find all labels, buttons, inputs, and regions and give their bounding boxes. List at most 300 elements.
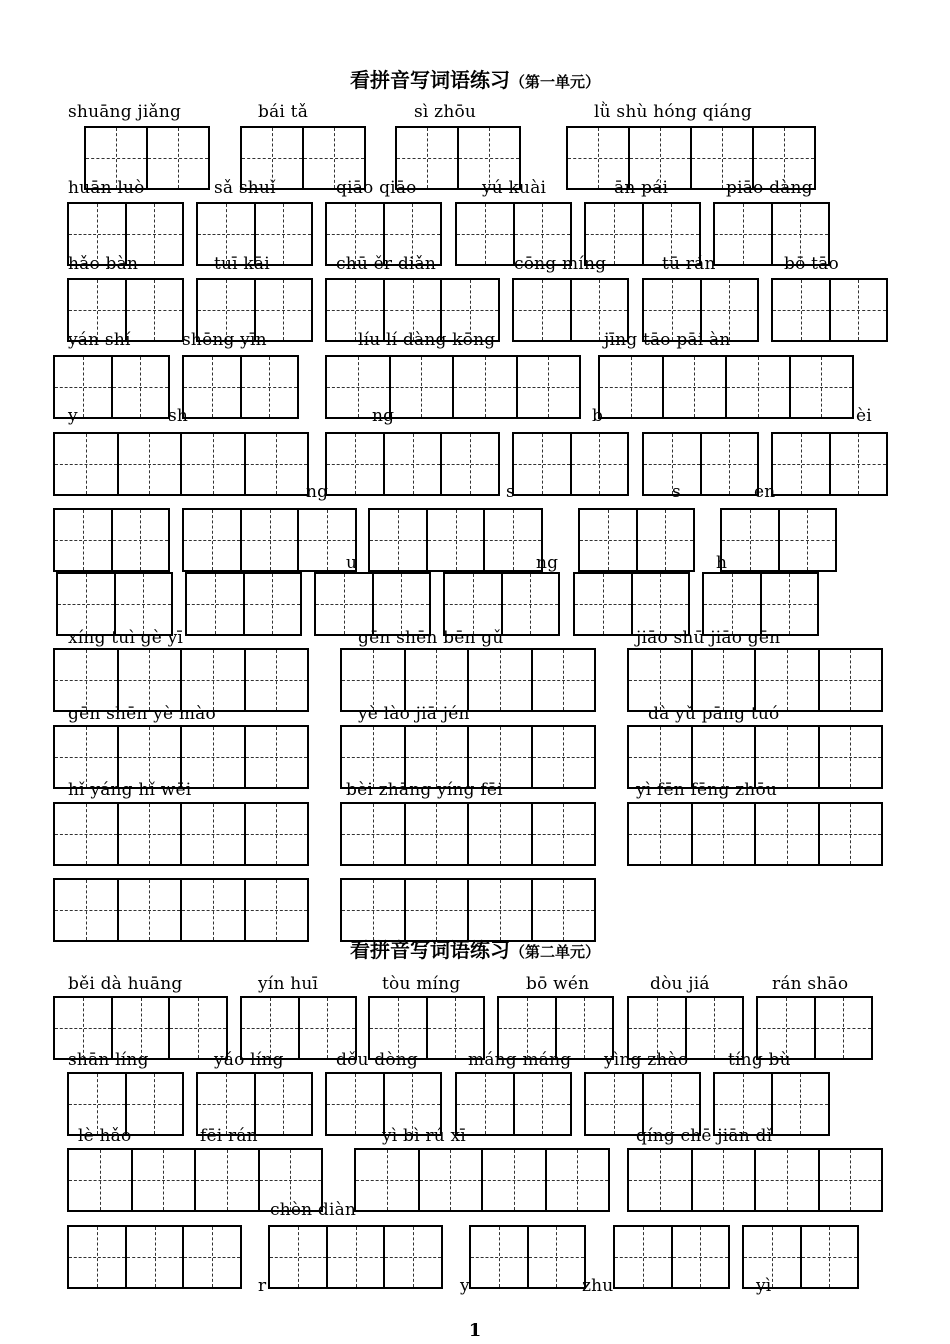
pinyin-label: bō wén (526, 974, 590, 994)
grid-cell[interactable] (445, 574, 501, 634)
writing-grid (268, 1225, 443, 1289)
title-text: 看拼音写词语练习 (349, 68, 510, 92)
pinyin-label: sh (168, 406, 189, 426)
grid-cell[interactable] (690, 128, 752, 188)
grid-cell[interactable] (467, 727, 531, 787)
writing-grid (702, 572, 819, 636)
grid-cell[interactable] (404, 650, 468, 710)
grid-cell[interactable] (642, 1074, 700, 1134)
writing-grid (573, 572, 690, 636)
grid-cell[interactable] (111, 998, 169, 1058)
grid-cell[interactable] (531, 804, 595, 864)
grid-cell[interactable] (184, 510, 240, 570)
grid-cell[interactable] (754, 727, 818, 787)
writing-grid (627, 802, 883, 866)
grid-cell[interactable] (754, 1150, 818, 1210)
grid-cell[interactable] (342, 804, 404, 864)
pinyin-label: yú kuài (482, 178, 547, 198)
grid-cell[interactable] (629, 998, 685, 1058)
pinyin-label: bèi zhāng yíng fēi (346, 780, 503, 800)
grid-cell[interactable] (671, 1227, 729, 1287)
grid-cell[interactable] (69, 280, 125, 340)
grid-cell[interactable] (722, 510, 778, 570)
grid-cell[interactable] (125, 204, 183, 264)
writing-grid (627, 648, 883, 712)
grid-cell[interactable] (600, 357, 662, 417)
grid-cell[interactable] (372, 574, 430, 634)
writing-grid (512, 278, 629, 342)
pinyin-label: s (506, 482, 515, 502)
grid-cell[interactable] (86, 128, 146, 188)
writing-grid (368, 508, 543, 572)
grid-cell[interactable] (685, 998, 743, 1058)
grid-cell[interactable] (457, 1074, 513, 1134)
pinyin-label: yín huī (258, 974, 319, 994)
writing-grid (182, 508, 357, 572)
writing-grid (325, 355, 581, 419)
grid-cell[interactable] (244, 650, 308, 710)
title-text: 看拼音写词语练习 (349, 938, 510, 962)
title-subtitle: （第二单元） (509, 943, 600, 961)
pinyin-label: èi (856, 406, 872, 426)
pinyin-label: gēn shēn yè mào (68, 704, 216, 724)
writing-grid (613, 1225, 730, 1289)
pinyin-label: ng (306, 482, 329, 502)
grid-cell[interactable] (513, 204, 571, 264)
pinyin-label: huān luò (68, 178, 145, 198)
pinyin-label: yì fēn fēng zhōu (636, 780, 778, 800)
writing-grid (325, 432, 500, 496)
grid-cell[interactable] (471, 1227, 527, 1287)
grid-cell[interactable] (180, 434, 244, 494)
writing-grid (455, 1072, 572, 1136)
grid-cell[interactable] (644, 280, 700, 340)
writing-grid (325, 278, 500, 342)
grid-cell[interactable] (55, 357, 111, 417)
grid-cell[interactable] (326, 1227, 384, 1287)
grid-cell[interactable] (514, 434, 570, 494)
grid-cell[interactable] (778, 510, 836, 570)
writing-grid (443, 572, 560, 636)
grid-cell[interactable] (760, 574, 818, 634)
grid-cell[interactable] (418, 1150, 482, 1210)
grid-cell[interactable] (125, 280, 183, 340)
pinyin-label: chèn diàn (270, 1200, 357, 1220)
grid-cell[interactable] (184, 357, 240, 417)
grid-cell[interactable] (814, 998, 872, 1058)
pinyin-label: cōng míng (514, 254, 607, 274)
pinyin-label: lè hǎo (78, 1126, 132, 1146)
pinyin-label: dòu jiá (650, 974, 710, 994)
writing-grid (584, 1072, 701, 1136)
grid-cell[interactable] (691, 650, 755, 710)
writing-grid (53, 432, 309, 496)
writing-grid (53, 878, 309, 942)
grid-cell[interactable] (426, 998, 484, 1058)
grid-cell[interactable] (789, 357, 853, 417)
writing-grid (185, 572, 302, 636)
grid-cell[interactable] (125, 1227, 183, 1287)
grid-cell[interactable] (117, 434, 181, 494)
grid-cell[interactable] (555, 998, 613, 1058)
grid-cell[interactable] (270, 1227, 326, 1287)
grid-cell[interactable] (691, 804, 755, 864)
grid-cell[interactable] (146, 128, 208, 188)
writing-grid (354, 1148, 610, 1212)
writing-grid (240, 126, 366, 190)
pinyin-label: y (68, 406, 78, 426)
writing-grid (67, 1072, 184, 1136)
pinyin-label: tòu míng (382, 974, 461, 994)
writing-grid (53, 996, 228, 1060)
grid-cell[interactable] (55, 650, 117, 710)
grid-cell[interactable] (244, 727, 308, 787)
grid-cell[interactable] (568, 128, 628, 188)
grid-cell[interactable] (514, 280, 570, 340)
grid-cell[interactable] (527, 1227, 585, 1287)
pinyin-label: piāo dàng (726, 178, 813, 198)
title-subtitle: （第一单元） (509, 73, 600, 91)
grid-cell[interactable] (440, 434, 498, 494)
grid-cell[interactable] (342, 650, 404, 710)
grid-cell[interactable] (754, 650, 818, 710)
writing-grid (314, 572, 431, 636)
grid-cell[interactable] (316, 574, 372, 634)
pinyin-label: gēn shēn bēn gǔ (358, 628, 504, 648)
grid-cell[interactable] (55, 880, 117, 940)
writing-grid (340, 878, 596, 942)
grid-cell[interactable] (440, 280, 498, 340)
grid-cell[interactable] (298, 998, 356, 1058)
pinyin-label: sì zhōu (414, 102, 477, 122)
writing-grid (196, 1072, 313, 1136)
writing-grid (196, 278, 313, 342)
page-number: 1 (468, 1320, 482, 1341)
grid-cell[interactable] (117, 650, 181, 710)
grid-cell[interactable] (752, 128, 814, 188)
pinyin-label: chū ěr diǎn (336, 254, 437, 274)
grid-cell[interactable] (240, 510, 298, 570)
grid-cell[interactable] (198, 204, 254, 264)
grid-cell[interactable] (111, 357, 169, 417)
grid-cell[interactable] (327, 280, 383, 340)
pinyin-label: dǒu dòng (336, 1050, 419, 1070)
grid-cell[interactable] (383, 204, 441, 264)
grid-cell[interactable] (327, 204, 383, 264)
pinyin-label: ng (536, 553, 559, 573)
writing-grid (340, 725, 596, 789)
pinyin-label: yì (756, 1276, 772, 1296)
grid-cell[interactable] (240, 357, 298, 417)
grid-cell[interactable] (117, 804, 181, 864)
grid-cell[interactable] (467, 880, 531, 940)
writing-grid (455, 202, 572, 266)
grid-cell[interactable] (452, 357, 516, 417)
grid-cell[interactable] (818, 804, 882, 864)
grid-cell[interactable] (531, 880, 595, 940)
grid-cell[interactable] (457, 204, 513, 264)
grid-cell[interactable] (570, 280, 628, 340)
grid-cell[interactable] (55, 727, 117, 787)
writing-grid (53, 508, 170, 572)
grid-cell[interactable] (58, 574, 114, 634)
grid-cell[interactable] (545, 1150, 609, 1210)
pinyin-label: ng (372, 406, 395, 426)
grid-cell[interactable] (327, 1074, 383, 1134)
grid-cell[interactable] (243, 574, 301, 634)
pinyin-label: dà yǔ pāng tuó (648, 704, 780, 724)
grid-cell[interactable] (404, 727, 468, 787)
writing-grid (584, 202, 701, 266)
pinyin-label: yán shí (68, 330, 131, 350)
writing-grid (627, 1148, 883, 1212)
pinyin-label: bō tāo (784, 254, 839, 274)
grid-cell[interactable] (829, 434, 887, 494)
grid-cell[interactable] (725, 357, 789, 417)
grid-cell[interactable] (800, 1227, 858, 1287)
writing-grid (84, 126, 210, 190)
grid-cell[interactable] (662, 357, 726, 417)
grid-cell[interactable] (586, 1074, 642, 1134)
writing-grid (713, 1072, 830, 1136)
writing-grid (53, 648, 309, 712)
writing-grid (627, 996, 744, 1060)
grid-cell[interactable] (570, 434, 628, 494)
writing-grid (713, 202, 830, 266)
grid-cell[interactable] (180, 650, 244, 710)
grid-cell[interactable] (629, 650, 691, 710)
grid-cell[interactable] (575, 574, 631, 634)
grid-cell[interactable] (615, 1227, 671, 1287)
writing-grid (395, 126, 521, 190)
pinyin-label: y (460, 1276, 470, 1296)
grid-cell[interactable] (254, 1074, 312, 1134)
pinyin-label: en (754, 482, 776, 502)
grid-cell[interactable] (501, 574, 559, 634)
grid-cell[interactable] (258, 1150, 322, 1210)
pinyin-label: tíng bù (728, 1050, 791, 1070)
grid-cell[interactable] (642, 204, 700, 264)
writing-grid (742, 1225, 859, 1289)
pinyin-label: hǎo bàn (68, 254, 139, 274)
grid-cell[interactable] (744, 1227, 800, 1287)
grid-cell[interactable] (168, 998, 226, 1058)
pinyin-label: rán shāo (772, 974, 849, 994)
grid-cell[interactable] (631, 574, 689, 634)
pinyin-label: b (592, 406, 604, 426)
pinyin-label: yè lào jiā jén (358, 704, 470, 724)
grid-cell[interactable] (180, 880, 244, 940)
pinyin-label: r (258, 1276, 267, 1296)
grid-cell[interactable] (383, 434, 441, 494)
writing-grid (756, 996, 873, 1060)
grid-cell[interactable] (69, 1227, 125, 1287)
grid-cell[interactable] (513, 1074, 571, 1134)
grid-cell[interactable] (182, 1227, 240, 1287)
grid-cell[interactable] (704, 574, 760, 634)
grid-cell[interactable] (117, 880, 181, 940)
grid-cell[interactable] (397, 128, 457, 188)
grid-cell[interactable] (629, 1150, 691, 1210)
grid-cell[interactable] (404, 880, 468, 940)
pinyin-label: yìng zhào (604, 1050, 689, 1070)
grid-cell[interactable] (198, 1074, 254, 1134)
writing-grid (469, 1225, 586, 1289)
pinyin-label: lǜ shù hóng qiáng (594, 102, 752, 122)
grid-cell[interactable] (117, 727, 181, 787)
grid-cell[interactable] (254, 204, 312, 264)
grid-cell[interactable] (629, 804, 691, 864)
writing-grid (240, 996, 357, 1060)
pinyin-label: shēng yīn (182, 330, 267, 350)
writing-grid (642, 278, 759, 342)
grid-cell[interactable] (829, 280, 887, 340)
grid-cell[interactable] (55, 998, 111, 1058)
grid-cell[interactable] (404, 804, 468, 864)
writing-grid (67, 202, 184, 266)
grid-cell[interactable] (327, 434, 383, 494)
grid-cell[interactable] (691, 1150, 755, 1210)
grid-cell[interactable] (773, 434, 829, 494)
grid-cell[interactable] (700, 280, 758, 340)
writing-grid (720, 508, 837, 572)
grid-cell[interactable] (516, 357, 580, 417)
grid-cell[interactable] (180, 804, 244, 864)
writing-grid (627, 725, 883, 789)
pinyin-label: yáo líng (214, 1050, 284, 1070)
grid-cell[interactable] (636, 510, 694, 570)
grid-cell[interactable] (426, 510, 484, 570)
pinyin-label: líu lí dàng kōng (358, 330, 496, 350)
grid-cell[interactable] (715, 1074, 771, 1134)
grid-cell[interactable] (131, 1150, 195, 1210)
pinyin-label: hǐ yáng hǐ wēi (68, 780, 192, 800)
grid-cell[interactable] (481, 1150, 545, 1210)
grid-cell[interactable] (297, 510, 355, 570)
grid-cell[interactable] (586, 204, 642, 264)
grid-cell[interactable] (754, 804, 818, 864)
grid-cell[interactable] (125, 1074, 183, 1134)
grid-cell[interactable] (389, 357, 453, 417)
pinyin-label: fēi rán (200, 1126, 258, 1146)
grid-cell[interactable] (483, 510, 541, 570)
grid-cell[interactable] (244, 880, 308, 940)
grid-cell[interactable] (244, 804, 308, 864)
pinyin-label: zhu (582, 1276, 614, 1296)
grid-cell[interactable] (114, 574, 172, 634)
pinyin-label: bái tǎ (258, 102, 309, 122)
writing-grid (771, 278, 888, 342)
pinyin-label: qiāo qiāo (336, 178, 417, 198)
grid-cell[interactable] (370, 998, 426, 1058)
writing-grid (56, 572, 173, 636)
pinyin-label: tuī kāi (214, 254, 270, 274)
pinyin-label: xíng tuì gè yī (68, 628, 184, 648)
writing-grid (512, 432, 629, 496)
pinyin-label: tū rán (662, 254, 716, 274)
pinyin-label: u (346, 553, 358, 573)
grid-cell[interactable] (327, 357, 389, 417)
writing-grid (53, 355, 170, 419)
pinyin-label: s (672, 482, 681, 502)
grid-cell[interactable] (531, 650, 595, 710)
grid-cell[interactable] (644, 434, 700, 494)
grid-cell[interactable] (69, 1074, 125, 1134)
grid-cell[interactable] (244, 434, 308, 494)
pinyin-label: běi dà huāng (68, 974, 183, 994)
writing-grid (497, 996, 614, 1060)
grid-cell[interactable] (302, 128, 364, 188)
grid-cell[interactable] (111, 510, 169, 570)
writing-grid (67, 278, 184, 342)
grid-cell[interactable] (818, 1150, 882, 1210)
grid-cell[interactable] (457, 128, 519, 188)
grid-cell[interactable] (771, 1074, 829, 1134)
pinyin-label: ān pái (614, 178, 669, 198)
writing-grid (325, 1072, 442, 1136)
grid-cell[interactable] (818, 650, 882, 710)
writing-grid (196, 202, 313, 266)
pinyin-label: máng máng (468, 1050, 572, 1070)
writing-grid (642, 432, 759, 496)
grid-cell[interactable] (715, 204, 771, 264)
pinyin-label: sǎ shuǐ (214, 178, 276, 198)
writing-grid (340, 802, 596, 866)
grid-cell[interactable] (499, 998, 555, 1058)
grid-cell[interactable] (194, 1150, 258, 1210)
grid-cell[interactable] (69, 1150, 131, 1210)
grid-cell[interactable] (383, 1227, 441, 1287)
grid-cell[interactable] (55, 510, 111, 570)
grid-cell[interactable] (629, 727, 691, 787)
grid-cell[interactable] (69, 204, 125, 264)
grid-cell[interactable] (700, 434, 758, 494)
grid-cell[interactable] (691, 727, 755, 787)
writing-grid (67, 1148, 323, 1212)
grid-cell[interactable] (370, 510, 426, 570)
grid-cell[interactable] (818, 727, 882, 787)
writing-grid (53, 802, 309, 866)
grid-cell[interactable] (187, 574, 243, 634)
grid-cell[interactable] (467, 804, 531, 864)
grid-cell[interactable] (771, 204, 829, 264)
grid-cell[interactable] (758, 998, 814, 1058)
pinyin-label: shān líng (68, 1050, 149, 1070)
grid-cell[interactable] (628, 128, 690, 188)
grid-cell[interactable] (773, 280, 829, 340)
grid-cell[interactable] (467, 650, 531, 710)
grid-cell[interactable] (242, 128, 302, 188)
grid-cell[interactable] (180, 727, 244, 787)
grid-cell[interactable] (342, 880, 404, 940)
grid-cell[interactable] (342, 727, 404, 787)
grid-cell[interactable] (55, 804, 117, 864)
pinyin-label: qíng chē jiān dǐ (636, 1126, 773, 1146)
writing-grid (340, 648, 596, 712)
grid-cell[interactable] (55, 434, 117, 494)
grid-cell[interactable] (242, 998, 298, 1058)
grid-cell[interactable] (254, 280, 312, 340)
writing-grid (578, 508, 695, 572)
grid-cell[interactable] (383, 1074, 441, 1134)
grid-cell[interactable] (531, 727, 595, 787)
grid-cell[interactable] (356, 1150, 418, 1210)
writing-grid (53, 725, 309, 789)
grid-cell[interactable] (580, 510, 636, 570)
grid-cell[interactable] (198, 280, 254, 340)
writing-grid (566, 126, 816, 190)
grid-cell[interactable] (383, 280, 441, 340)
